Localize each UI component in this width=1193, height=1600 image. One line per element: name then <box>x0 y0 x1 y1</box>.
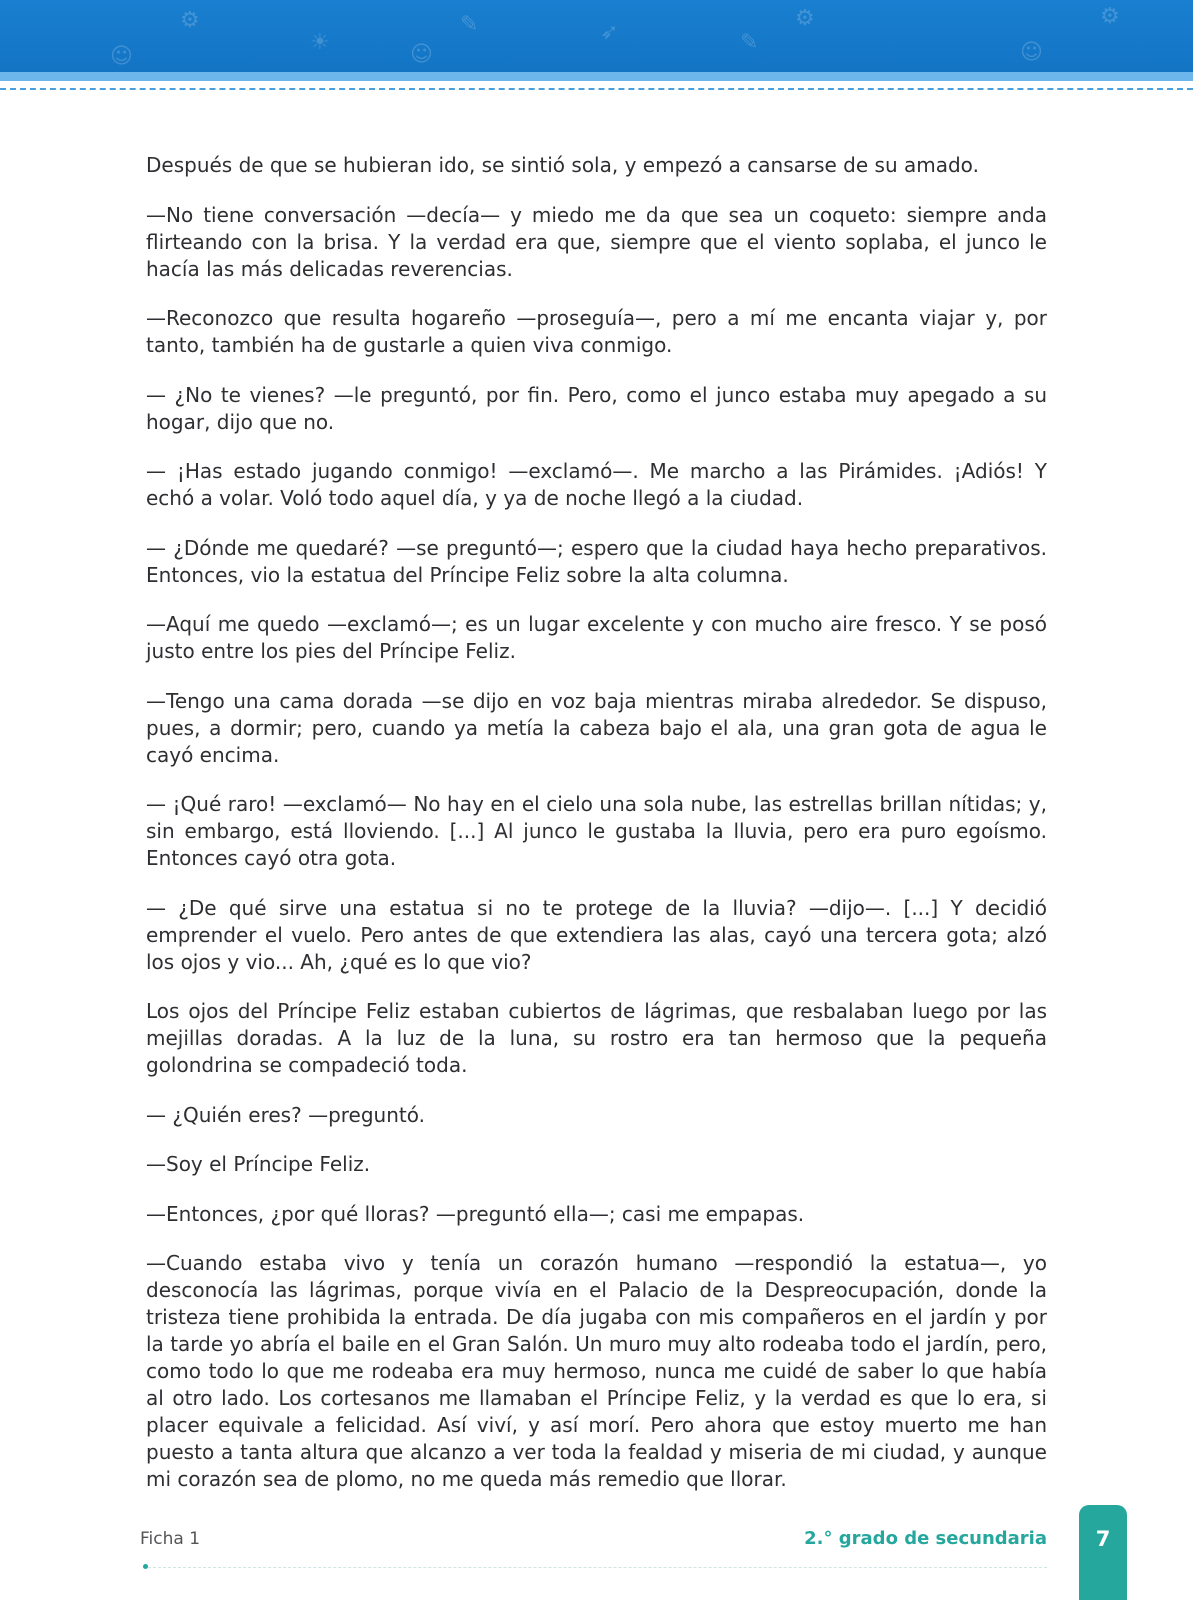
page-number-tab <box>1079 1505 1127 1600</box>
smiley-icon: ☺ <box>410 42 433 67</box>
paragraph: — ¡Qué raro! —exclamó— No hay en el cielo una sola nube, las estrellas brillan nítidas; y, sin embargo, está lloviendo. [...] Al junco le gustaba la lluvia, pero era puro egoísmo. Entonces cayó otra gota. <box>146 792 1047 870</box>
arrow-icon: ➶ <box>600 20 619 45</box>
header-band <box>0 0 1193 72</box>
header-dashed-divider <box>0 88 1193 90</box>
grade-label: 2.° grado de secundaria <box>804 1528 1047 1549</box>
paragraph: Después de que se hubieran ido, se sintió sola, y empezó a cansarse de su amado. <box>146 153 979 177</box>
header-stripe <box>0 72 1193 81</box>
pencil-icon: ✎ <box>740 30 759 55</box>
gear-icon: ⚙ <box>795 6 815 31</box>
paragraph: —Cuando estaba vivo y tenía un corazón humano —respondió la estatua—, yo desconocía las lágrimas, porque vivía en el Palacio de la Despreocupación, donde la tristeza tiene prohibida la entrada. De día jugaba con mis compañeros en el jardín y por la tarde yo abría el baile en el Gran Salón. Un muro muy alto rodeaba todo el jardín, pero, como todo lo que me rodeaba era muy hermoso, nunca me cuidé de saber lo que había al otro lado. Los cortesanos me llamaban el Príncipe Feliz, y la verdad es que lo era, si placer equivale a felicidad. Así viví, y así morí. Pero ahora que estoy muerto me han puesto a tanta altura que alcanzo a ver toda la fealdad y miseria de mi ciudad, y aunque mi corazón sea de plomo, no me queda más remedio que llorar. <box>146 1251 1047 1491</box>
paragraph: — ¿Dónde me quedaré? —se preguntó—; espero que la ciudad haya hecho preparativos. Entonces, vio la estatua del Príncipe Feliz sobre la alta columna. <box>146 535 1047 587</box>
page-number: 7 <box>1095 1527 1111 1551</box>
paragraph: — ¡Has estado jugando conmigo! —exclamó—. Me marcho a las Pirámides. ¡Adiós! Y echó a volar. Voló todo aquel día, y ya de noche llegó a la ciudad. <box>146 459 1047 510</box>
smiley-icon: ☺ <box>110 44 133 69</box>
paragraph: —Reconozco que resulta hogareño —proseguía—, pero a mí me encanta viajar y, por tanto, también ha de gustarle a quien viva conmigo. <box>146 306 1047 357</box>
pencil-icon: ✎ <box>460 12 479 37</box>
footer-divider <box>143 1567 1047 1568</box>
paragraph: — ¿Quién eres? —preguntó. <box>146 1102 425 1127</box>
paragraph: —No tiene conversación —decía— y miedo me da que sea un coqueto: siempre anda flirteando con la brisa. Y la verdad era que, siempre que el viento soplaba, el junco le hacía las más delicadas reverencias. <box>146 202 1047 281</box>
paragraph: — ¿No te vienes? —le preguntó, por fin. Pero, como el junco estaba muy apegado a su hogar, dijo que no. <box>146 382 1047 434</box>
gear-icon: ⚙ <box>1100 4 1120 29</box>
gear-icon: ⚙ <box>180 8 200 33</box>
paragraph: Los ojos del Príncipe Feliz estaban cubiertos de lágrimas, que resbalaban luego por las mejillas doradas. A la luz de la luna, su rostro era tan hermoso que la pequeña golondrina se compadeció toda. <box>146 999 1047 1077</box>
paragraph: —Soy el Príncipe Feliz. <box>146 1152 371 1176</box>
paragraph: —Entonces, ¿por qué lloras? —preguntó ella—; casi me empapas. <box>146 1201 805 1226</box>
paragraph: —Aquí me quedo —exclamó—; es un lugar excelente y con mucho aire fresco. Y se posó justo entre los pies del Príncipe Feliz. <box>146 612 1047 663</box>
story-text <box>146 152 1047 1516</box>
smiley-icon: ☺ <box>1020 40 1043 65</box>
footer-dot <box>143 1564 148 1569</box>
lightbulb-icon: ☀ <box>310 30 330 55</box>
paragraph: — ¿De qué sirve una estatua si no te protege de la lluvia? —dijo—. [...] Y decidió emprender el vuelo. Pero antes de que extendiera las alas, cayó una tercera gota; alzó los ojos y vio... Ah, ¿qué es lo que vio? <box>146 895 1047 974</box>
sheet-label: Ficha 1 <box>140 1529 201 1549</box>
paragraph: —Tengo una cama dorada —se dijo en voz baja mientras miraba alrededor. Se dispuso, pues, a dormir; pero, cuando ya metía la cabeza bajo el ala, una gran gota de agua le cayó encima. <box>146 688 1047 767</box>
